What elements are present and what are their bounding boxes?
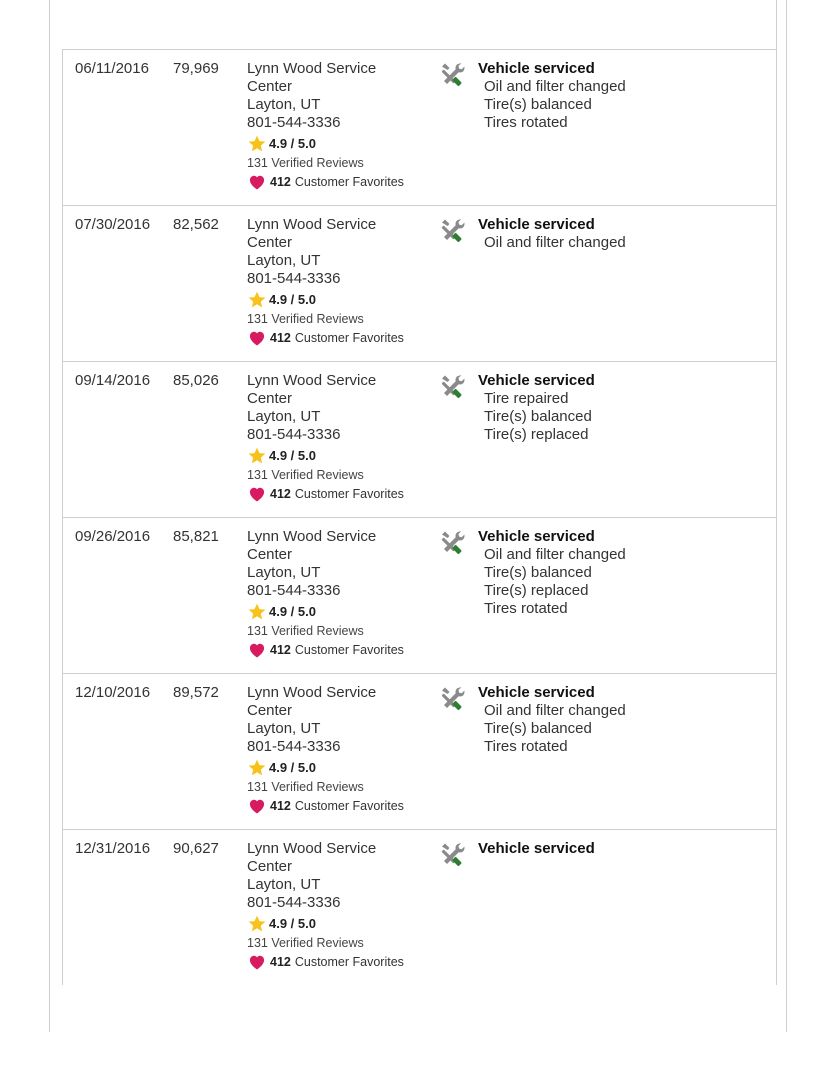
service-record-row [62, 205, 777, 361]
shop-rating [247, 135, 437, 153]
service-title: Vehicle serviced [478, 216, 595, 233]
rating-value: 4.9 / 5.0 [269, 604, 316, 619]
shop-name[interactable]: Lynn Wood Service Center [247, 216, 377, 251]
shop-rating [247, 759, 437, 777]
shop-name[interactable]: Lynn Wood Service Center [247, 60, 377, 95]
wrench-screwdriver-icon [438, 216, 468, 246]
wrench-screwdriver-icon [438, 528, 468, 558]
service-record-row [62, 829, 777, 969]
star-icon [247, 914, 267, 934]
shop-phone[interactable]: 801-544-3336 [247, 114, 341, 131]
star-icon [247, 134, 267, 154]
customer-favorites [247, 328, 437, 348]
service-items-list [478, 702, 768, 756]
shop-rating [247, 915, 437, 933]
service-date: 12/10/2016 [75, 684, 151, 701]
service-date: 12/31/2016 [75, 840, 151, 857]
favorites-count: 412 [270, 643, 291, 657]
odometer-reading: 85,821 [173, 528, 219, 545]
odometer-reading: 85,026 [173, 372, 219, 389]
service-details [478, 372, 768, 444]
service-item: Oil and filter changed [484, 546, 626, 563]
service-date: 07/30/2016 [75, 216, 151, 233]
service-details [478, 684, 768, 756]
rating-value: 4.9 / 5.0 [269, 292, 316, 307]
customer-favorites [247, 484, 437, 504]
service-item: Tire(s) balanced [484, 408, 592, 425]
heart-icon [247, 328, 267, 348]
service-shop [247, 840, 437, 972]
star-icon [247, 446, 267, 466]
service-item: Tires rotated [484, 600, 568, 617]
service-items-list [478, 390, 768, 444]
service-shop [247, 528, 437, 660]
shop-phone[interactable]: 801-544-3336 [247, 426, 341, 443]
service-items-list [478, 546, 768, 618]
service-record-row [62, 517, 777, 673]
service-item: Tire(s) balanced [484, 564, 592, 581]
heart-icon [247, 172, 267, 192]
service-title: Vehicle serviced [478, 372, 595, 389]
service-details [478, 60, 768, 132]
service-item: Tires rotated [484, 114, 568, 131]
service-title: Vehicle serviced [478, 60, 595, 77]
shop-location: Layton, UT [247, 876, 321, 893]
shop-rating [247, 603, 437, 621]
verified-reviews-link[interactable]: 131 Verified Reviews [247, 312, 364, 326]
shop-location: Layton, UT [247, 408, 321, 425]
service-items-list [478, 78, 768, 132]
service-history-table [62, 49, 777, 969]
odometer-reading: 82,562 [173, 216, 219, 233]
service-date: 06/11/2016 [75, 60, 149, 77]
shop-location: Layton, UT [247, 252, 321, 269]
odometer-reading: 89,572 [173, 684, 219, 701]
service-shop [247, 60, 437, 192]
wrench-screwdriver-icon [438, 684, 468, 714]
shop-location: Layton, UT [247, 720, 321, 737]
service-shop [247, 684, 437, 816]
shop-rating [247, 291, 437, 309]
service-details [478, 216, 768, 252]
star-icon [247, 758, 267, 778]
favorites-count: 412 [270, 331, 291, 345]
favorites-count: 412 [270, 799, 291, 813]
favorites-label: Customer Favorites [294, 175, 404, 189]
service-item: Tire(s) replaced [484, 426, 589, 443]
service-title: Vehicle serviced [478, 528, 595, 545]
favorites-count: 412 [270, 955, 291, 969]
shop-phone[interactable]: 801-544-3336 [247, 894, 341, 911]
service-item: Oil and filter changed [484, 78, 626, 95]
shop-phone[interactable]: 801-544-3336 [247, 582, 341, 599]
service-item: Tire(s) replaced [484, 582, 589, 599]
service-items-list [478, 234, 768, 252]
wrench-screwdriver-icon [438, 60, 468, 90]
customer-favorites [247, 796, 437, 816]
verified-reviews-link[interactable]: 131 Verified Reviews [247, 624, 364, 638]
page-right-border [786, 0, 787, 1032]
service-record-row [62, 361, 777, 517]
rating-value: 4.9 / 5.0 [269, 916, 316, 931]
verified-reviews-link[interactable]: 131 Verified Reviews [247, 468, 364, 482]
rating-value: 4.9 / 5.0 [269, 448, 316, 463]
odometer-reading: 79,969 [173, 60, 219, 77]
service-details [478, 528, 768, 618]
heart-icon [247, 796, 267, 816]
favorites-label: Customer Favorites [294, 643, 404, 657]
rating-value: 4.9 / 5.0 [269, 760, 316, 775]
shop-name[interactable]: Lynn Wood Service Center [247, 840, 377, 875]
odometer-reading: 90,627 [173, 840, 219, 857]
page-left-border [49, 0, 50, 1032]
service-details [478, 840, 768, 858]
favorites-count: 412 [270, 487, 291, 501]
wrench-screwdriver-icon [438, 372, 468, 402]
verified-reviews-link[interactable]: 131 Verified Reviews [247, 936, 364, 950]
star-icon [247, 602, 267, 622]
favorites-label: Customer Favorites [294, 799, 404, 813]
customer-favorites [247, 640, 437, 660]
rating-value: 4.9 / 5.0 [269, 136, 316, 151]
service-date: 09/14/2016 [75, 372, 151, 389]
verified-reviews-link[interactable]: 131 Verified Reviews [247, 156, 364, 170]
favorites-count: 412 [270, 175, 291, 189]
verified-reviews-link[interactable]: 131 Verified Reviews [247, 780, 364, 794]
shop-rating [247, 447, 437, 465]
service-item: Oil and filter changed [484, 234, 626, 251]
favorites-label: Customer Favorites [294, 331, 404, 345]
customer-favorites [247, 172, 437, 192]
shop-phone[interactable]: 801-544-3336 [247, 270, 341, 287]
shop-name[interactable]: Lynn Wood Service Center [247, 372, 377, 407]
service-title: Vehicle serviced [478, 840, 595, 857]
shop-location: Layton, UT [247, 96, 321, 113]
service-item: Tire repaired [484, 390, 569, 407]
service-item: Tires rotated [484, 738, 568, 755]
service-record-row [62, 49, 777, 205]
wrench-screwdriver-icon [438, 840, 468, 870]
star-icon [247, 290, 267, 310]
favorites-label: Customer Favorites [294, 955, 404, 969]
shop-location: Layton, UT [247, 564, 321, 581]
heart-icon [247, 640, 267, 660]
customer-favorites [247, 952, 437, 972]
service-shop [247, 372, 437, 504]
service-shop [247, 216, 437, 348]
heart-icon [247, 952, 267, 972]
service-record-row [62, 673, 777, 829]
shop-name[interactable]: Lynn Wood Service Center [247, 684, 377, 719]
service-item: Tire(s) balanced [484, 720, 592, 737]
service-item: Tire(s) balanced [484, 96, 592, 113]
service-title: Vehicle serviced [478, 684, 595, 701]
favorites-label: Customer Favorites [294, 487, 404, 501]
shop-name[interactable]: Lynn Wood Service Center [247, 528, 377, 563]
service-date: 09/26/2016 [75, 528, 151, 545]
shop-phone[interactable]: 801-544-3336 [247, 738, 341, 755]
heart-icon [247, 484, 267, 504]
service-item: Oil and filter changed [484, 702, 626, 719]
